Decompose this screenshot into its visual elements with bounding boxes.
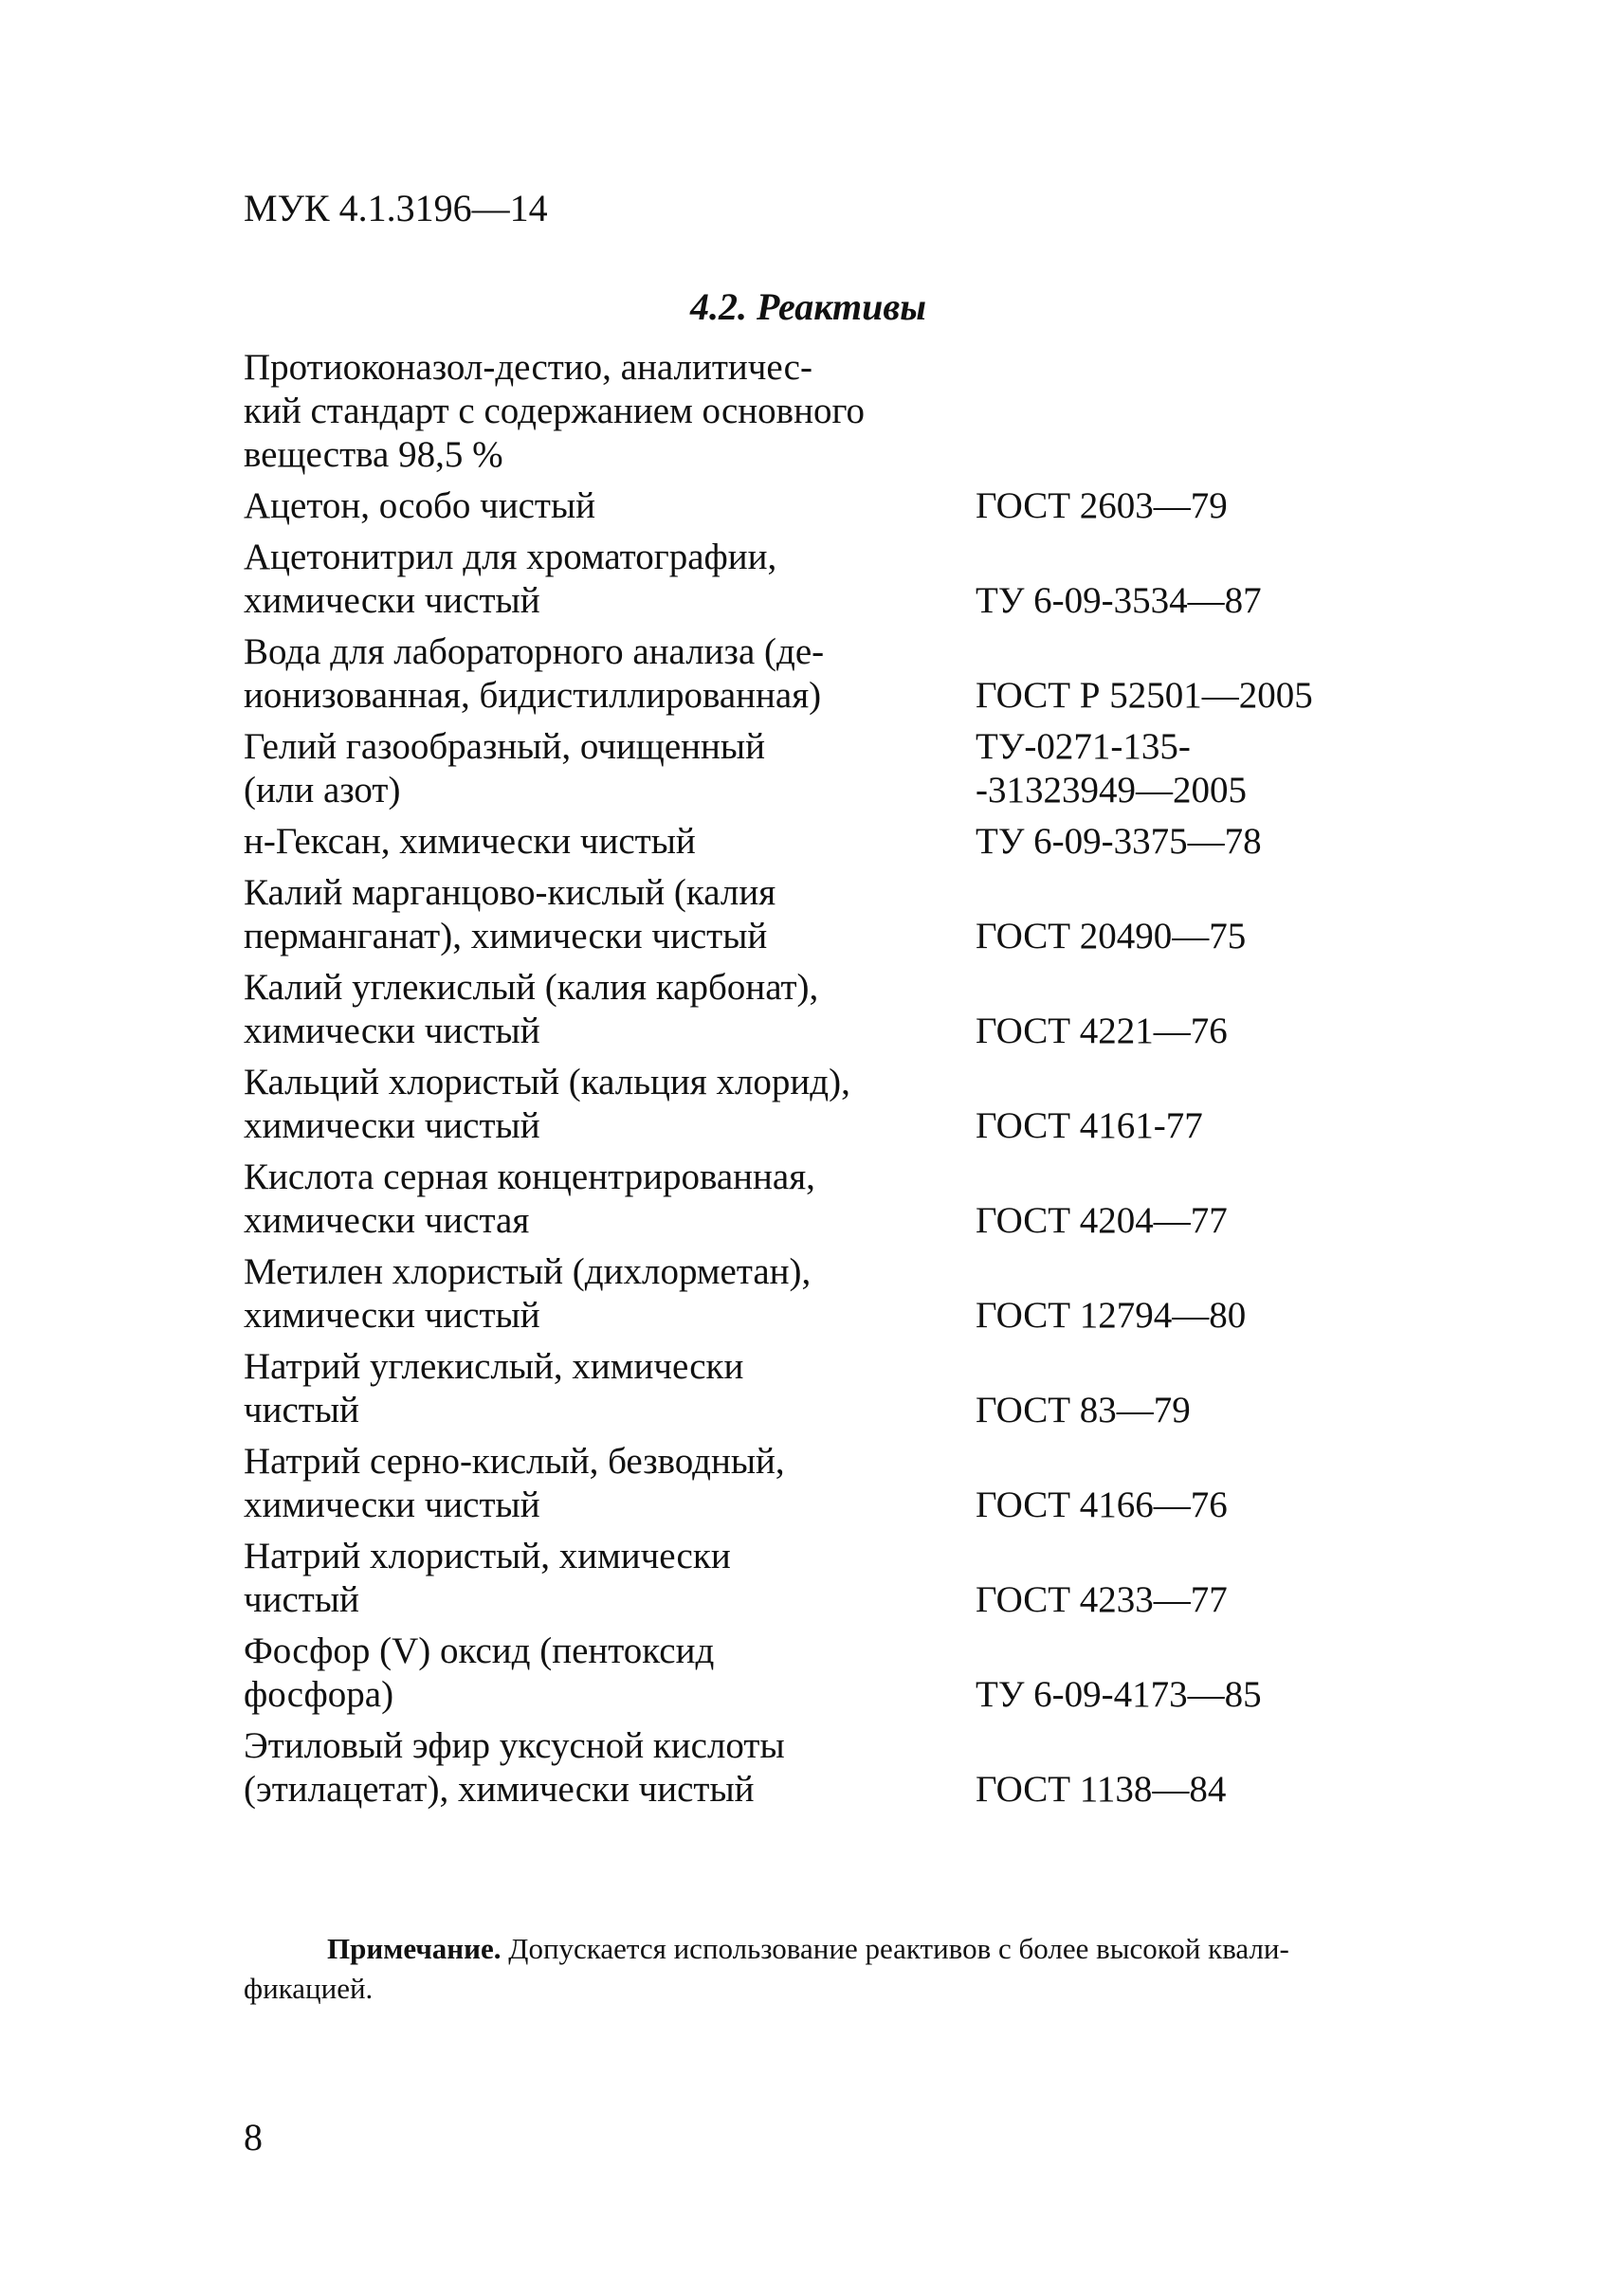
reagent-name xyxy=(244,484,964,528)
reagent-standard-line: ТУ-0271-135- xyxy=(976,726,1191,767)
reagent-name xyxy=(244,1061,964,1148)
reagent-row xyxy=(244,725,1476,812)
reagent-name xyxy=(244,1345,964,1432)
reagent-name-line: химически чистая xyxy=(244,1200,530,1241)
reagent-name xyxy=(244,966,964,1053)
reagent-name xyxy=(244,630,964,718)
reagent-name-line: Гелий газообразный, очищенный xyxy=(244,726,765,767)
reagent-name-line: чистый xyxy=(244,1579,359,1620)
note xyxy=(244,1929,1419,2009)
note-text-1: Допускается использование реактивов с более высокой квали- xyxy=(501,1932,1289,1965)
reagent-name-line: Вода для лабораторного анализа (де- xyxy=(244,631,825,672)
reagent-row xyxy=(244,1630,1476,1717)
reagent-name-line: химически чистый xyxy=(244,1484,540,1525)
reagent-standard xyxy=(976,674,1313,718)
reagent-name-line: Ацетонитрил для хроматографии, xyxy=(244,537,777,577)
reagent-name-line: Натрий серно-кислый, безводный, xyxy=(244,1441,785,1482)
reagent-name-line: Фосфор (V) оксид (пентоксид xyxy=(244,1630,715,1671)
reagent-name xyxy=(244,536,964,623)
reagent-standard xyxy=(976,1578,1228,1622)
reagent-row xyxy=(244,1061,1476,1148)
reagent-standard xyxy=(976,579,1262,623)
reagent-standard xyxy=(976,484,1228,528)
reagent-row xyxy=(244,630,1476,718)
reagent-standard-line: ГОСТ Р 52501—2005 xyxy=(976,675,1313,716)
reagent-standard-line: ГОСТ 4233—77 xyxy=(976,1579,1228,1620)
reagent-standard xyxy=(976,1199,1228,1243)
reagent-name-line: н-Гексан, химически чистый xyxy=(244,821,696,862)
note-line-1 xyxy=(244,1929,1419,1969)
reagent-name-line: Кальций хлористый (кальция хлорид), xyxy=(244,1062,850,1102)
reagent-standard-line: ГОСТ 2603—79 xyxy=(976,485,1228,526)
reagent-row xyxy=(244,1250,1476,1338)
reagent-name-line: Калий марганцово-кислый (калия xyxy=(244,872,776,913)
reagent-row xyxy=(244,1535,1476,1622)
reagent-name-line: химически чистый xyxy=(244,1011,540,1051)
reagent-row xyxy=(244,1345,1476,1432)
reagent-row xyxy=(244,536,1476,623)
reagent-standard xyxy=(976,1294,1246,1338)
reagent-name-line: Натрий углекислый, химически xyxy=(244,1346,744,1387)
reagent-name-line: Этиловый эфир уксусной кислоты xyxy=(244,1725,785,1766)
reagent-name-line: ионизованная, бидистиллированная) xyxy=(244,675,822,716)
reagent-name-line: кий стандарт с содержанием основного xyxy=(244,391,865,431)
reagent-name xyxy=(244,346,964,477)
reagent-standard xyxy=(976,1104,1203,1148)
reagent-name-line: (этилацетат), химически чистый xyxy=(244,1769,755,1810)
reagent-name-line: чистый xyxy=(244,1390,359,1430)
reagent-standard xyxy=(976,1389,1191,1432)
reagent-row xyxy=(244,346,1476,477)
reagent-standard xyxy=(976,1768,1226,1812)
reagent-name-line: химически чистый xyxy=(244,580,540,621)
section-title: 4.2. Реактивы xyxy=(690,285,926,328)
reagent-name-line: (или азот) xyxy=(244,770,401,811)
reagent-name-line: Калий углекислый (калия карбонат), xyxy=(244,967,819,1008)
reagent-name-line: Кислота серная концентрированная, xyxy=(244,1157,815,1197)
reagent-name xyxy=(244,1724,964,1812)
reagent-name-line: перманганат), химически чистый xyxy=(244,916,768,956)
reagent-standard-line: ТУ 6-09-4173—85 xyxy=(976,1674,1262,1715)
reagent-standard-line: ГОСТ 83—79 xyxy=(976,1390,1191,1430)
reagent-name xyxy=(244,1535,964,1622)
reagent-standard xyxy=(976,1484,1228,1527)
reagent-name xyxy=(244,1440,964,1527)
reagent-standard xyxy=(976,1010,1228,1053)
reagent-standard-line: ТУ 6-09-3534—87 xyxy=(976,580,1262,621)
reagent-standard xyxy=(976,915,1246,958)
reagent-row xyxy=(244,484,1476,528)
reagent-row xyxy=(244,966,1476,1053)
reagent-standard-line: ГОСТ 4204—77 xyxy=(976,1200,1228,1241)
reagent-standard-line: -31323949—2005 xyxy=(976,770,1247,811)
reagent-name xyxy=(244,820,964,864)
reagent-list xyxy=(244,346,1476,1819)
reagent-row xyxy=(244,1724,1476,1812)
reagent-name-line: химически чистый xyxy=(244,1105,540,1146)
reagent-name-line: вещества 98,5 % xyxy=(244,434,503,475)
reagent-name-line: химически чистый xyxy=(244,1295,540,1336)
page-number: 8 xyxy=(244,2116,263,2158)
reagent-standard-line: ГОСТ 1138—84 xyxy=(976,1769,1227,1810)
reagent-name-line: Ацетон, особо чистый xyxy=(244,485,596,526)
reagent-standard-line: ГОСТ 20490—75 xyxy=(976,916,1247,956)
reagent-standard xyxy=(976,725,1247,812)
reagent-name xyxy=(244,725,964,812)
reagent-row xyxy=(244,1156,1476,1243)
reagent-standard-line: ГОСТ 4161-77 xyxy=(976,1105,1203,1146)
reagent-name xyxy=(244,1156,964,1243)
reagent-name-line: Натрий хлористый, химически xyxy=(244,1536,731,1576)
reagent-row xyxy=(244,1440,1476,1527)
reagent-name-line: Метилен хлористый (дихлорметан), xyxy=(244,1251,812,1292)
reagent-name-line: Протиоконазол-дестио, аналитичес- xyxy=(244,347,812,388)
reagent-standard-line: ГОСТ 4166—76 xyxy=(976,1484,1228,1525)
reagent-standard xyxy=(976,820,1262,864)
reagent-name xyxy=(244,871,964,958)
reagent-name-line: фосфора) xyxy=(244,1674,394,1715)
note-label: Примечание. xyxy=(327,1932,502,1965)
document-code-header: МУК 4.1.3196—14 xyxy=(244,187,548,229)
reagent-standard-line: ГОСТ 12794—80 xyxy=(976,1295,1247,1336)
reagent-row xyxy=(244,820,1476,864)
reagent-row xyxy=(244,871,1476,958)
reagent-name xyxy=(244,1250,964,1338)
reagent-standard xyxy=(976,1673,1262,1717)
reagent-standard-line: ГОСТ 4221—76 xyxy=(976,1011,1228,1051)
reagent-standard-line: ТУ 6-09-3375—78 xyxy=(976,821,1262,862)
note-line-2: фикацией. xyxy=(244,1972,374,2005)
reagent-name xyxy=(244,1630,964,1717)
